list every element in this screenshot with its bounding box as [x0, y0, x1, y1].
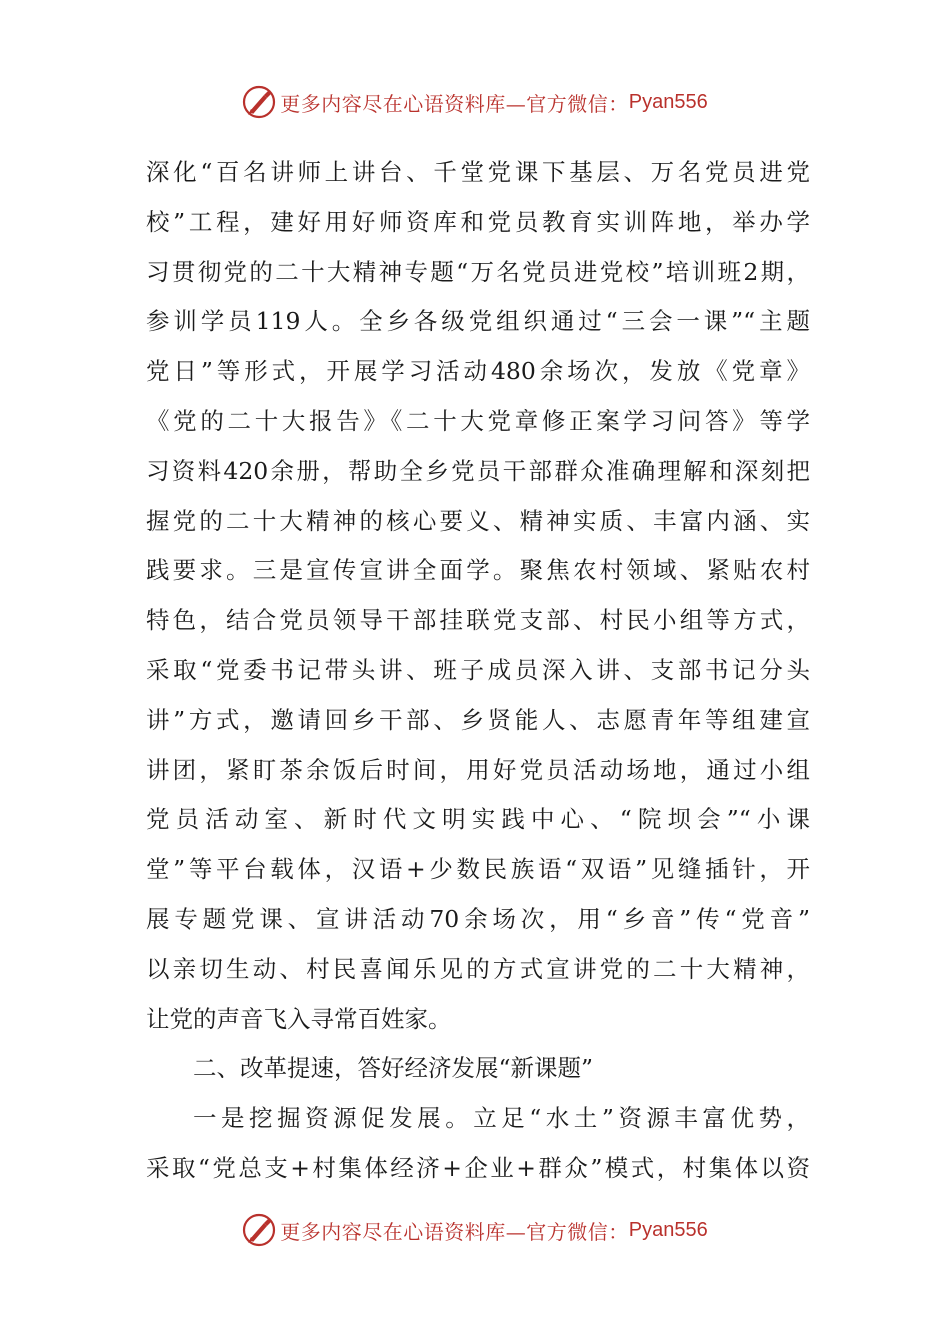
body-line: 展专题党课、宣讲活动70余场次，用“乡音”传“党音”	[146, 904, 810, 933]
body-line: 讲团，紧盯茶余饭后时间，用好党员活动场地，通过小组	[146, 755, 810, 784]
body-line: 《党的二十大报告》《二十大党章修正案学习问答》等学	[146, 406, 810, 435]
body-line: 党日”等形式，开展学习活动480余场次，发放《党章》	[146, 357, 810, 386]
body-line: 深化“百名讲师上讲台、千堂党课下基层、万名党员进党	[146, 158, 810, 186]
header-banner	[0, 82, 950, 122]
body-line: 握党的二十大精神的核心要义、精神实质、丰富内涵、实	[146, 506, 810, 535]
body-line: 校”工程，建好用好师资库和党员教育实训阵地，举办学	[146, 207, 810, 236]
footer-banner	[0, 1210, 950, 1250]
document-body	[146, 148, 810, 1194]
banner-wechat-id: Pyan556	[628, 90, 708, 113]
body-line: 一是挖掘资源促发展。立足“水土”资源丰富优势，	[193, 1104, 810, 1133]
body-line: 堂”等平台载体，汉语+少数民族语“双语”见缝插针，开	[146, 855, 810, 884]
body-line: 参训学员119人。全乡各级党组织通过“三会一课”“主题	[146, 307, 810, 336]
body-line: 特色，结合党员领导干部挂联党支部、村民小组等方式，	[146, 606, 810, 635]
body-line: 采取“党总支+村集体经济+企业+群众”模式，村集体以资	[146, 1153, 810, 1182]
banner-text: 更多内容尽在心语资料库—官方微信：	[280, 91, 629, 116]
banner-text: 更多内容尽在心语资料库—官方微信：	[280, 1219, 629, 1244]
body-line: 以亲切生动、村民喜闻乐见的方式宣讲党的二十大精神，	[146, 954, 810, 983]
body-line: 采取“党委书记带头讲、班子成员深入讲、支部书记分头	[146, 655, 810, 684]
body-line: 讲”方式，邀请回乡干部、乡贤能人、志愿青年等组建宣	[146, 705, 810, 734]
body-line: 让党的声音飞入寻常百姓家。	[146, 1004, 452, 1033]
body-line: 习资料420余册，帮助全乡党员干部群众准确理解和深刻把	[146, 456, 810, 485]
pen-logo-icon	[242, 85, 276, 119]
body-line: 践要求。三是宣传宣讲全面学。聚焦农村领域、紧贴农村	[146, 556, 810, 585]
body-line: 习贯彻党的二十大精神专题“万名党员进党校”培训班2期，	[146, 257, 810, 286]
pen-logo-icon	[242, 1213, 276, 1247]
section-heading: 二、改革提速，答好经济发展“新课题”	[193, 1054, 594, 1083]
body-line: 党员活动室、新时代文明实践中心、“院坝会”“小课	[146, 805, 810, 834]
banner-wechat-id: Pyan556	[628, 1218, 708, 1241]
